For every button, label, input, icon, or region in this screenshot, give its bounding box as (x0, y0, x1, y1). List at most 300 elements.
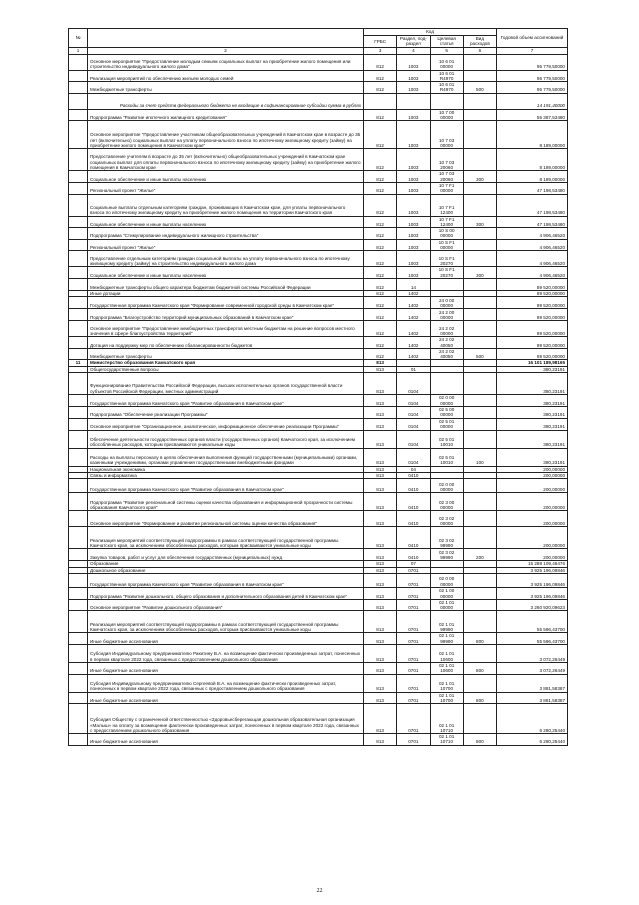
table-row (69, 182, 568, 194)
row-name: Общегосударственные вопросы (88, 366, 364, 372)
row-sum: 380,23191 (497, 430, 568, 448)
page-number: 22 (316, 888, 323, 894)
row-vr (463, 182, 496, 194)
row-grbs: 812 (364, 239, 397, 251)
row-sum: 380,23191 (497, 407, 568, 419)
row-number (69, 278, 88, 290)
row-name: Функционирование Правительства Российской Федерации, высших исполнительных органов государственной власти субъектов Российской Федерации, местных администраций (88, 373, 364, 395)
row-number (69, 70, 88, 82)
row-rzpr: 1402 (397, 309, 430, 321)
row-vr (463, 407, 496, 419)
row-sum: 380,23191 (497, 366, 568, 372)
row-number (69, 373, 88, 395)
row-name: Национальная экономика (88, 466, 364, 472)
row-vr (463, 674, 496, 692)
row-sum: 8 189,00000 (497, 171, 568, 183)
row-name: Государственная программа Камчатского края "Развитие образования в Камчатском крае" (88, 395, 364, 407)
table-header (69, 29, 568, 55)
row-rzpr: 1003 (397, 216, 430, 228)
row-sum: 380,23191 (497, 373, 568, 395)
table-row (69, 82, 568, 94)
row-sum: 3 881,58387 (497, 674, 568, 692)
row-csr: 10 S F1 20270 (430, 251, 463, 267)
row-sum: 200,00000 (497, 479, 568, 493)
row-name: Реализация мероприятий соответствующей подпрограммы в рамках соответствующей государственной программы Камчатского края, за исключением обособленных расходов, которым присваиваются уникальные коды (88, 611, 364, 633)
row-vr: 300 (463, 216, 496, 228)
row-csr: 10 S 00 00000 (430, 228, 463, 240)
table-row (69, 278, 568, 290)
row-grbs: 813 (364, 395, 397, 407)
row-sum: 200,00000 (497, 527, 568, 549)
row-vr (463, 337, 496, 349)
row-grbs: 813 (364, 430, 397, 448)
header-vr: Вид расходов (463, 36, 496, 48)
table-row (69, 267, 568, 279)
row-vr: 800 (463, 662, 496, 674)
row-sum: 14 191,40000 (497, 93, 568, 109)
row-csr: 02 3 02 99990 (430, 549, 463, 561)
row-grbs: 812 (364, 267, 397, 279)
row-name: Основное мероприятие "Организационное, аналитическое, информационное обеспечение реализации Программы" (88, 418, 364, 430)
row-sum: 200,00000 (497, 466, 568, 472)
row-sum: 4 906,46520 (497, 228, 568, 240)
row-csr: 10 7 F1 12400 (430, 194, 463, 216)
row-csr: 10 7 03 20060 (430, 149, 463, 171)
row-csr: 10 S F1 20270 (430, 267, 463, 279)
header-name (88, 29, 364, 48)
row-csr: 10 6 01 00000 (430, 54, 463, 70)
table-row (69, 479, 568, 493)
row-number (69, 182, 88, 194)
row-csr: 02 5 01 10010 (430, 448, 463, 466)
row-name: Основное мероприятие "Предоставление молодым семьям социальных выплат на приобретение жилого помещения или строительство индивидуального жилого дома" (88, 54, 364, 70)
row-number (69, 194, 88, 216)
column-number: 5 (430, 47, 463, 54)
row-rzpr: 1402 (397, 290, 430, 296)
row-rzpr: 1003 (397, 182, 430, 194)
row-grbs: 813 (364, 418, 397, 430)
row-vr: 800 (463, 734, 496, 746)
row-number (69, 633, 88, 645)
row-sum: 95 779,50000 (497, 82, 568, 94)
row-vr (463, 573, 496, 587)
row-name: Межбюджетные трансферты (88, 82, 364, 94)
row-grbs: 813 (364, 704, 397, 734)
table-row (69, 599, 568, 611)
row-name: Обеспечение деятельности государственных органов власти (государственных органов) Камчатского края, за исключением обособленных расходов, которым присваиваются уникальные коды (88, 430, 364, 448)
row-number (69, 511, 88, 527)
row-name: Предоставление учителям в возрасте до 35 лет (включительно) общеобразовательных учреждений в Камчатском крае социальных выплат для оплаты первоначального взноса по ипотечному жилищному кредиту (займу) на приобретение жилого помещения в Камчатском крае (88, 149, 364, 171)
column-number: 1 (69, 47, 88, 54)
row-vr: 100 (463, 448, 496, 466)
row-grbs: 813 (364, 734, 397, 746)
row-vr: 300 (463, 171, 496, 183)
row-name: Региональный проект "Жилье" (88, 239, 364, 251)
row-grbs: 812 (364, 290, 397, 296)
row-number (69, 527, 88, 549)
row-vr (463, 70, 496, 82)
row-number: 11 (69, 360, 88, 366)
row-csr: 02 0 00 00000 (430, 395, 463, 407)
row-name: Подпрограмма "Обеспечение реализации Программы" (88, 407, 364, 419)
row-vr: 500 (463, 82, 496, 94)
row-grbs: 813 (364, 573, 397, 587)
row-sum: 47 198,53480 (497, 182, 568, 194)
row-grbs (364, 93, 397, 109)
row-csr: 02 1 01 00000 (430, 599, 463, 611)
row-rzpr: 0104 (397, 448, 430, 466)
row-number (69, 611, 88, 633)
table-row (69, 430, 568, 448)
row-grbs: 812 (364, 182, 397, 194)
column-number: 3 (364, 47, 397, 54)
row-number (69, 662, 88, 674)
row-sum: 3 072,26449 (497, 662, 568, 674)
row-number (69, 348, 88, 360)
row-name: Образование (88, 561, 364, 567)
row-name: Основное мероприятие "Развитие дошкольного образования" (88, 599, 364, 611)
row-grbs: 813 (364, 587, 397, 599)
row-number (69, 267, 88, 279)
row-vr (463, 527, 496, 549)
table-row (69, 527, 568, 549)
row-rzpr: 0701 (397, 567, 430, 573)
row-csr: 10 7 F1 00000 (430, 182, 463, 194)
column-number: 7 (497, 47, 568, 54)
row-vr: 800 (463, 633, 496, 645)
row-grbs: 813 (364, 633, 397, 645)
row-grbs: 812 (364, 194, 397, 216)
row-vr (463, 418, 496, 430)
row-vr (463, 194, 496, 216)
row-sum: 3 925 196,09846 (497, 573, 568, 587)
row-name: Иные бюджетные ассигнования (88, 692, 364, 704)
row-rzpr: 0701 (397, 633, 430, 645)
row-name: Социальное обеспечение и иные выплаты населению (88, 267, 364, 279)
row-name: Государственная программа Камчатского края "Развитие образования в Камчатском крае" (88, 573, 364, 587)
row-grbs: 813 (364, 662, 397, 674)
row-number (69, 93, 88, 109)
row-name: Расходы за счет средств федерального бюджета не входящие в софинансирование субсидии сумма в рублях (88, 93, 364, 109)
row-sum: 4 906,46520 (497, 267, 568, 279)
row-name: Иные бюджетные ассигнования (88, 734, 364, 746)
row-grbs: 812 (364, 54, 397, 70)
row-rzpr: 1003 (397, 82, 430, 94)
row-grbs: 813 (364, 493, 397, 511)
row-csr: 02 0 00 00000 (430, 573, 463, 587)
table-row (69, 93, 568, 109)
row-rzpr: 0701 (397, 704, 430, 734)
row-csr: 02 1 01 10700 (430, 692, 463, 704)
row-number (69, 109, 88, 121)
row-name: Министерство образования Камчатского края (88, 360, 364, 366)
row-sum: 89 520,00000 (497, 290, 568, 296)
row-grbs: 813 (364, 599, 397, 611)
row-number (69, 599, 88, 611)
row-number (69, 644, 88, 662)
row-grbs: 812 (364, 321, 397, 337)
row-rzpr: 1003 (397, 54, 430, 70)
row-number (69, 573, 88, 587)
row-rzpr: 0701 (397, 674, 430, 692)
row-csr: 24 2 02 40050 (430, 337, 463, 349)
table-row (69, 337, 568, 349)
row-grbs: 813 (364, 567, 397, 573)
row-name: Основное мероприятие "Предоставление участникам общеобразовательных учреждений в Камчатском крае в возрасте до 35 лет (включительно) социальных выплат на уплату первоначального взноса по ипотечному жилищному кредиту (займу) на приобретение жилого помещения в Камчатском крае" (88, 121, 364, 149)
row-number (69, 82, 88, 94)
row-rzpr: 04 (397, 466, 430, 472)
row-sum: 200,00000 (497, 493, 568, 511)
row-vr (463, 54, 496, 70)
row-csr: 10 6 01 R4970 (430, 70, 463, 82)
row-rzpr: 0104 (397, 430, 430, 448)
row-name: Предоставление отдельным категориям граждан социальной выплаты на уплату первоначального взноса по ипотечному жилищному кредиту (займу) на строительство индивидуального жилого дома (88, 251, 364, 267)
row-vr (463, 479, 496, 493)
row-rzpr: 1003 (397, 149, 430, 171)
row-csr: 10 7 03 20060 (430, 171, 463, 183)
row-sum: 200,00000 (497, 511, 568, 527)
row-sum: 6 280,25440 (497, 734, 568, 746)
row-sum: 55 387,53480 (497, 109, 568, 121)
row-name: Подпрограмма "Развитие дошкольного, общего образования и дополнительного образования детей в Камчатском крае" (88, 587, 364, 599)
row-rzpr: 0410 (397, 472, 430, 478)
row-grbs: 812 (364, 251, 397, 267)
row-rzpr: 0701 (397, 587, 430, 599)
row-rzpr: 1402 (397, 348, 430, 360)
row-rzpr: 0104 (397, 407, 430, 419)
row-rzpr: 0410 (397, 479, 430, 493)
header-grbs: ГРБС (364, 36, 397, 48)
row-number (69, 448, 88, 466)
table-row (69, 587, 568, 599)
table-row (69, 734, 568, 746)
row-vr (463, 121, 496, 149)
row-name: Подпрограмма "Благоустройство территорий муниципальных образований в Камчатском крае" (88, 309, 364, 321)
row-csr: 10 S F1 00000 (430, 239, 463, 251)
row-rzpr: 1003 (397, 251, 430, 267)
row-name: Подпрограмма "Развитие ипотечного жилищного кредитования" (88, 109, 364, 121)
table-row (69, 373, 568, 395)
table-body (69, 54, 568, 745)
row-sum: 15 288 109,46476 (497, 561, 568, 567)
header-code-group: Код (364, 29, 497, 36)
table-row (69, 418, 568, 430)
row-sum: 3 260 920,09623 (497, 599, 568, 611)
row-grbs: 813 (364, 549, 397, 561)
row-grbs: 813 (364, 360, 397, 366)
row-rzpr: 1402 (397, 337, 430, 349)
row-grbs: 813 (364, 561, 397, 567)
row-sum: 3 072,26449 (497, 644, 568, 662)
row-grbs: 812 (364, 337, 397, 349)
row-csr: 02 5 01 10010 (430, 430, 463, 448)
row-vr (463, 373, 496, 395)
row-number (69, 251, 88, 267)
row-name: Субсидия Индивидуальному предпринимателю Сергеевой В.А. на возмещение фактически произведенных затрат, понесенных в первом квартале 2022 года, связанных с предоставлением дошкольного образования (88, 674, 364, 692)
row-rzpr: 0701 (397, 662, 430, 674)
column-number: 6 (463, 47, 496, 54)
row-sum: 95 779,50000 (497, 70, 568, 82)
header-rzpr: Раздел, под- раздел (397, 36, 430, 48)
row-grbs: 812 (364, 216, 397, 228)
row-name: Расходы на выплаты персоналу в целях обеспечения выполнения функций государственными (муниципальными) органами, казенными учреждениями, органами управления государственными внебюджетными фондами (88, 448, 364, 466)
row-name: Социальное обеспечение и иные выплаты населению (88, 216, 364, 228)
table-row (69, 251, 568, 267)
row-grbs: 812 (364, 121, 397, 149)
row-csr: 24 2 02 00000 (430, 321, 463, 337)
row-vr (463, 251, 496, 267)
row-grbs: 813 (364, 448, 397, 466)
row-number (69, 216, 88, 228)
row-sum: 55 596,43700 (497, 611, 568, 633)
table-row (69, 239, 568, 251)
row-name: Субсидия Индивидуальному предпринимателю Ракитину В.А. на возмещение фактически произведенных затрат, понесенных в первом квартале 2022 года, связанных с предоставлением дошкольного образования (88, 644, 364, 662)
row-csr: 02 1 01 99990 (430, 633, 463, 645)
table-row (69, 573, 568, 587)
row-rzpr: 1003 (397, 171, 430, 183)
table-row (69, 309, 568, 321)
row-rzpr: 1003 (397, 194, 430, 216)
table-row (69, 297, 568, 309)
row-name: Иные дотации (88, 290, 364, 296)
row-name: Иные бюджетные ассигнования (88, 633, 364, 645)
row-sum: 200,00000 (497, 549, 568, 561)
row-csr: 02 1 01 10710 (430, 734, 463, 746)
table-row (69, 321, 568, 337)
row-rzpr: 1003 (397, 239, 430, 251)
row-rzpr: 1003 (397, 109, 430, 121)
row-vr: 200 (463, 549, 496, 561)
row-sum: 55 596,43700 (497, 633, 568, 645)
row-sum: 6 280,25440 (497, 704, 568, 734)
row-rzpr: 1003 (397, 228, 430, 240)
row-sum: 4 906,46520 (497, 239, 568, 251)
row-name: Дотация на поддержку мер по обеспечению сбалансированности бюджетов (88, 337, 364, 349)
row-vr (463, 109, 496, 121)
row-csr: 02 3 02 99990 (430, 527, 463, 549)
row-number (69, 549, 88, 561)
row-vr (463, 587, 496, 599)
row-name: Основное мероприятие "Предоставление межбюджетных трансфертов местным бюджетам на решение вопросов местного значения в сфере благоустройства территорий" (88, 321, 364, 337)
row-number (69, 395, 88, 407)
row-vr (463, 239, 496, 251)
row-sum: 4 906,46520 (497, 251, 568, 267)
row-name: Межбюджетные трансферты общего характера бюджетам бюджетной системы Российской Федерации (88, 278, 364, 290)
row-csr: 24 2 00 00000 (430, 309, 463, 321)
row-sum: 47 198,53480 (497, 194, 568, 216)
row-name: Государственная программа Камчатского края "Развитие образования в Камчатском крае" (88, 479, 364, 493)
row-rzpr: 0410 (397, 493, 430, 511)
row-grbs: 813 (364, 611, 397, 633)
row-sum: 3 925 196,09846 (497, 567, 568, 573)
row-sum: 200,00000 (497, 472, 568, 478)
row-csr: 24 0 00 00000 (430, 297, 463, 309)
row-csr: 10 7 03 00000 (430, 121, 463, 149)
column-number-row (69, 47, 568, 54)
row-grbs: 812 (364, 348, 397, 360)
table-row (69, 228, 568, 240)
row-rzpr: 14 (397, 278, 430, 290)
row-rzpr: 1402 (397, 297, 430, 309)
row-vr (463, 228, 496, 240)
row-vr (463, 430, 496, 448)
row-sum: 8 189,00000 (497, 149, 568, 171)
row-grbs: 813 (364, 511, 397, 527)
table-row (69, 549, 568, 561)
table-row (69, 407, 568, 419)
row-rzpr: 0701 (397, 599, 430, 611)
row-number (69, 418, 88, 430)
row-sum: 3 925 196,09846 (497, 587, 568, 599)
row-number (69, 297, 88, 309)
row-rzpr: 0701 (397, 611, 430, 633)
row-rzpr: 07 (397, 561, 430, 567)
row-number (69, 407, 88, 419)
row-vr (463, 599, 496, 611)
row-sum: 89 520,00000 (497, 348, 568, 360)
row-vr (463, 93, 496, 109)
row-name: Реализация мероприятий по обеспечению жильем молодых семей (88, 70, 364, 82)
row-grbs: 813 (364, 466, 397, 472)
row-number (69, 228, 88, 240)
row-sum: 89 520,00000 (497, 321, 568, 337)
row-rzpr: 0104 (397, 418, 430, 430)
row-vr: 500 (463, 348, 496, 360)
row-csr (430, 373, 463, 395)
row-sum: 89 520,00000 (497, 297, 568, 309)
row-vr: 300 (463, 267, 496, 279)
table-row (69, 395, 568, 407)
row-number (69, 704, 88, 734)
row-csr: 10 7 F1 12400 (430, 216, 463, 228)
row-number (69, 309, 88, 321)
row-name: Государственная программа Камчатского края "Формирование современной городской среды в Камчатском крае" (88, 297, 364, 309)
row-csr: 02 1 01 10700 (430, 674, 463, 692)
table-row (69, 704, 568, 734)
row-vr (463, 511, 496, 527)
row-number (69, 587, 88, 599)
row-name: Подпрограмма "Развитие региональной системы оценки качества образования и информационной прозрачности системы образования Камчатского края" (88, 493, 364, 511)
row-rzpr: 0410 (397, 549, 430, 561)
row-csr: 02 1 01 10600 (430, 662, 463, 674)
row-grbs: 813 (364, 366, 397, 372)
row-sum: 95 779,50000 (497, 54, 568, 70)
row-csr: 02 1 01 99990 (430, 611, 463, 633)
row-grbs: 812 (364, 171, 397, 183)
row-rzpr: 0410 (397, 527, 430, 549)
row-name: Региональный проект "Жилье" (88, 182, 364, 194)
row-vr: 800 (463, 692, 496, 704)
table-row (69, 149, 568, 171)
row-name: Межбюджетные трансферты (88, 348, 364, 360)
row-sum: 16 101 189,98165 (497, 360, 568, 366)
header-num: № (69, 29, 88, 48)
row-number (69, 430, 88, 448)
row-number (69, 239, 88, 251)
row-vr (463, 611, 496, 633)
header-csr: Целевая статья (430, 36, 463, 48)
row-number (69, 734, 88, 746)
row-csr: 02 5 00 00000 (430, 407, 463, 419)
table-row (69, 348, 568, 360)
table-row (69, 644, 568, 662)
row-rzpr: 1003 (397, 267, 430, 279)
row-csr: 02 0 00 00000 (430, 479, 463, 493)
row-vr (463, 644, 496, 662)
row-vr (463, 278, 496, 290)
row-sum: 89 520,00000 (497, 309, 568, 321)
row-csr: 02 3 00 00000 (430, 493, 463, 511)
